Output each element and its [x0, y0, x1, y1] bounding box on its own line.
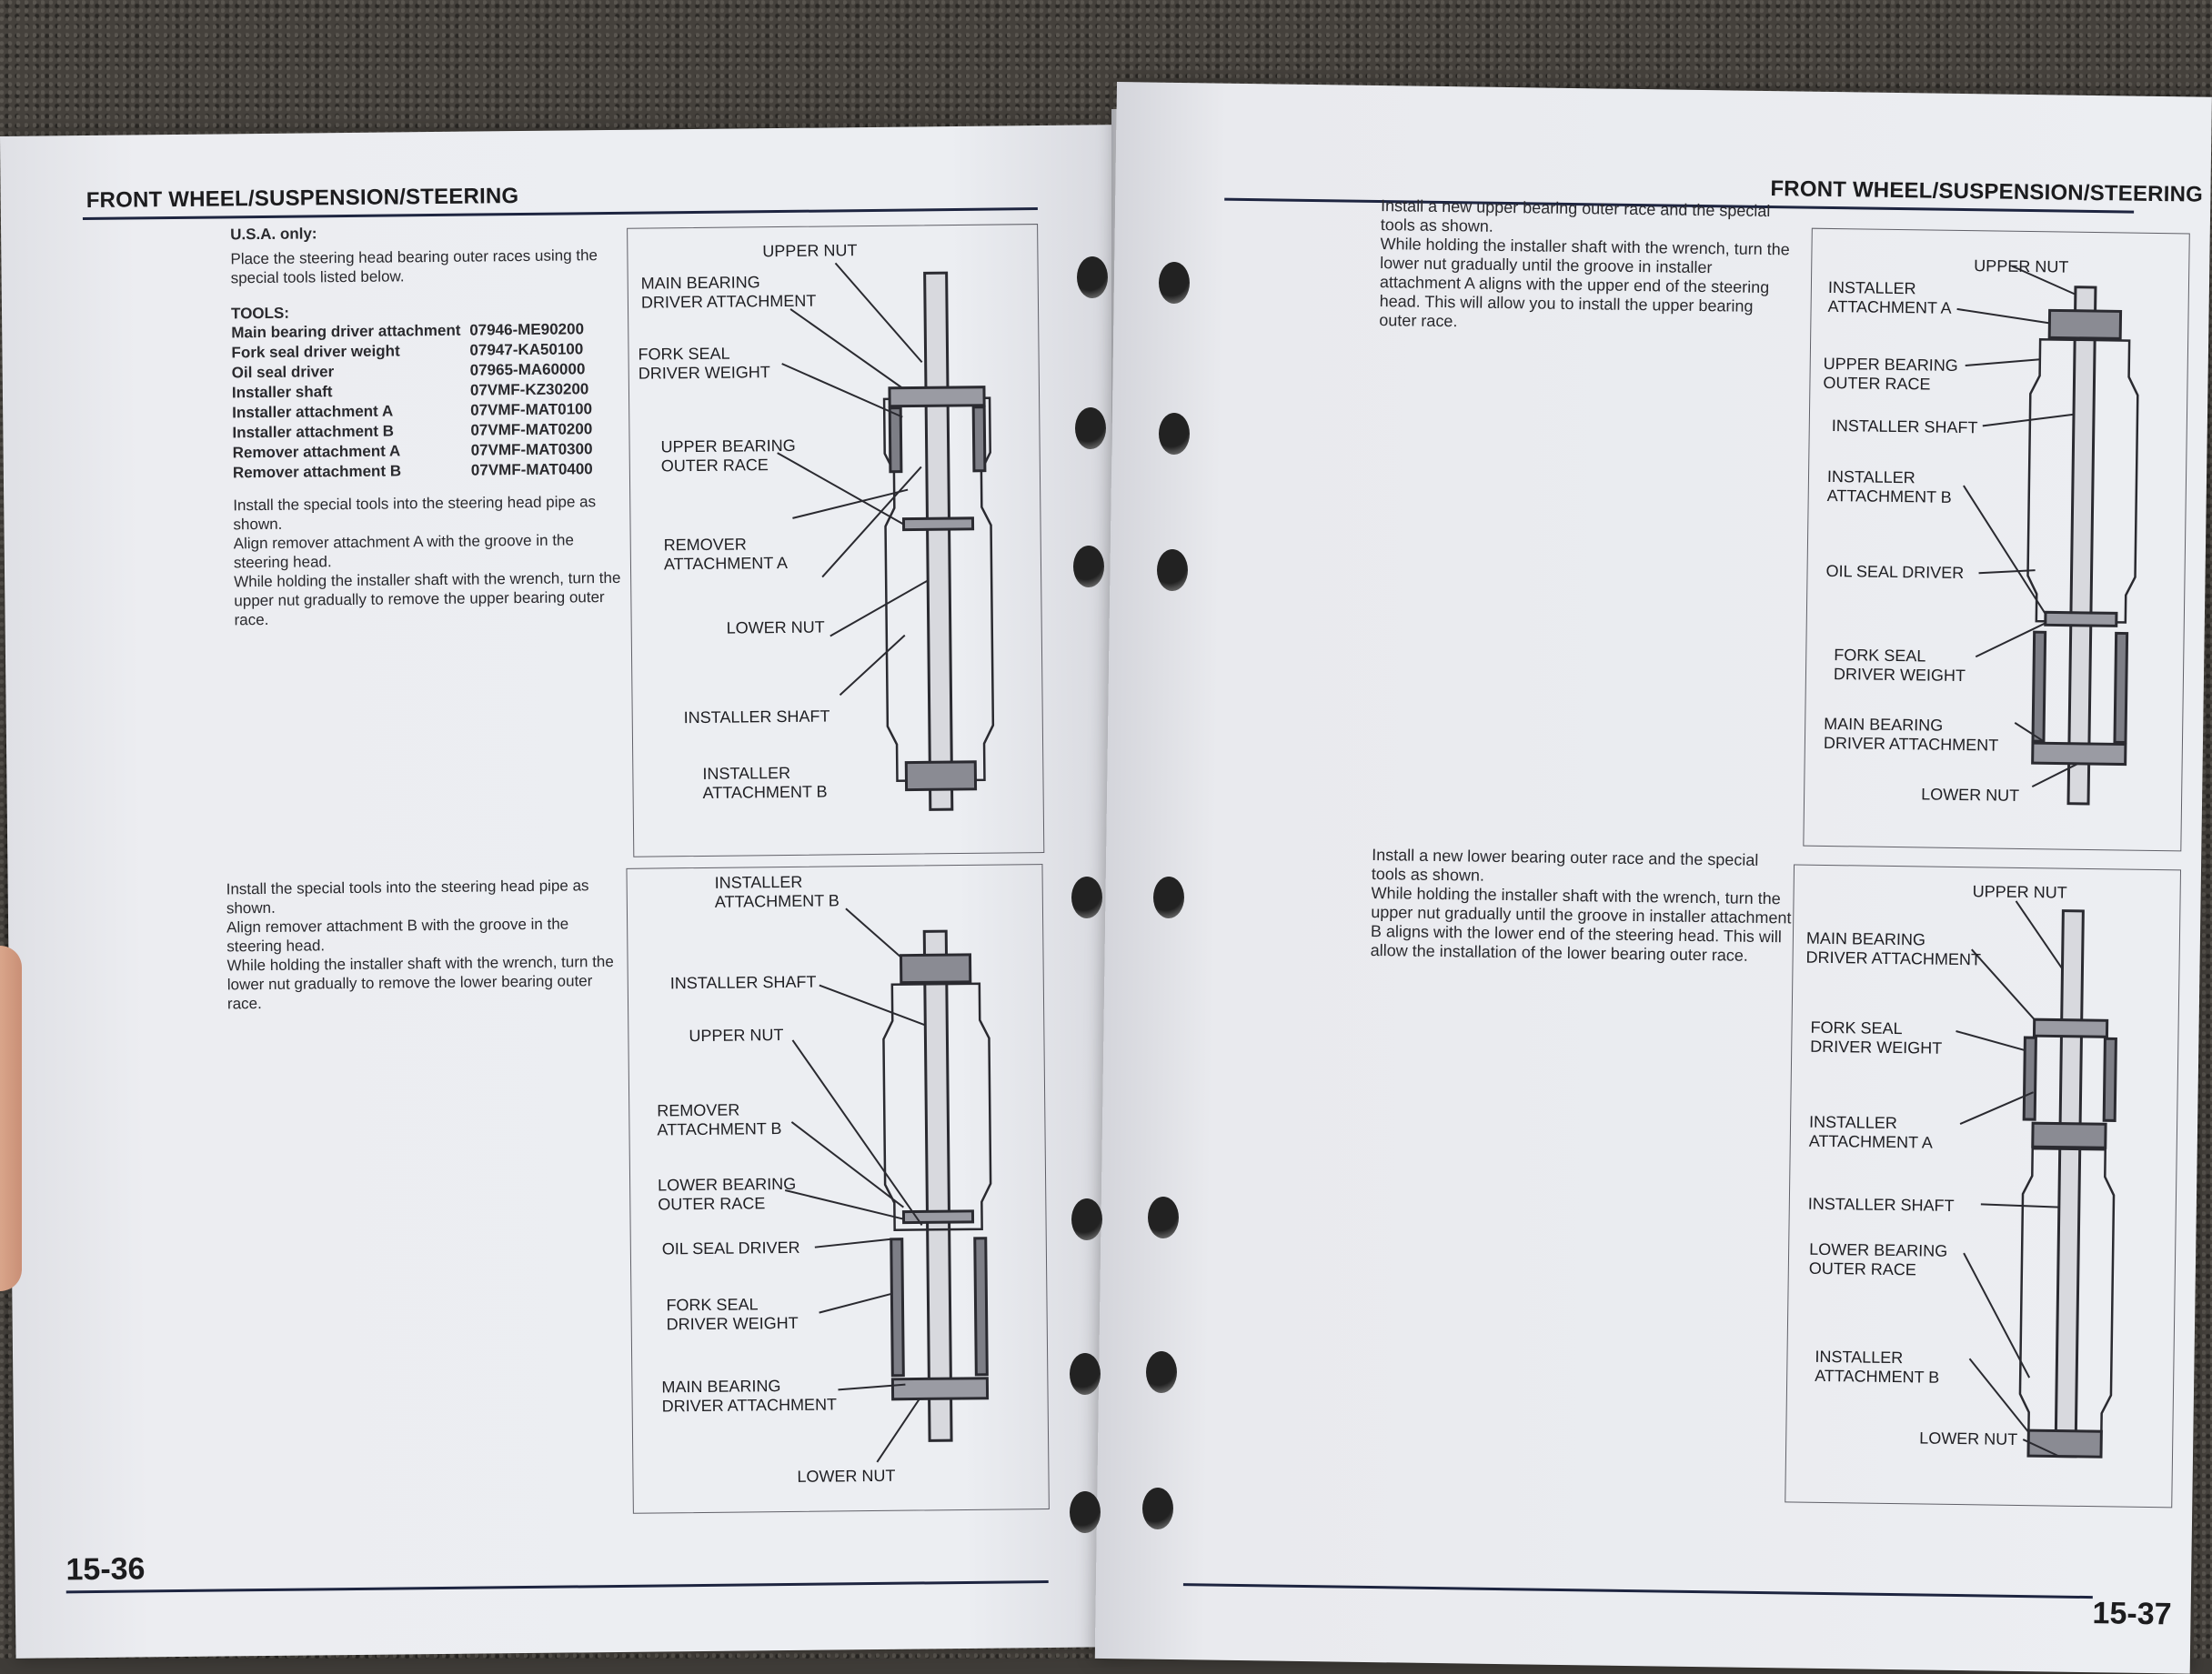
- fig3-upper-race-label: UPPER BEARING OUTER RACE: [1823, 354, 1958, 394]
- tool-row: Oil seal driver 07965-MA60000: [231, 360, 586, 382]
- fig1-fork-seal-label: FORK SEAL DRIVER WEIGHT: [638, 344, 770, 383]
- fig4-fork-seal-label: FORK SEAL DRIVER WEIGHT: [1810, 1017, 1943, 1058]
- fig2-lower-race-label: LOWER BEARING OUTER RACE: [658, 1174, 797, 1214]
- fig2-remover-b-label: REMOVER ATTACHMENT B: [657, 1100, 782, 1139]
- binder-hole: [1148, 1197, 1179, 1238]
- left-header-title: FRONT WHEEL/SUSPENSION/STEERING: [85, 184, 519, 214]
- figure-3-box: [1803, 228, 2189, 852]
- left-page: [0, 125, 1132, 1659]
- fig2-installer-shaft-label: INSTALLER SHAFT: [669, 972, 817, 993]
- figure-3-drawing: [1804, 229, 2188, 851]
- fig1-lower-nut-label: LOWER NUT: [726, 617, 825, 637]
- tool-row: Installer shaft 07VMF-KZ30200: [231, 380, 589, 402]
- binder-hole: [1070, 1491, 1101, 1533]
- binder-hole: [1142, 1488, 1173, 1529]
- fig4-installer-a-label: INSTALLER ATTACHMENT A: [1808, 1112, 1933, 1152]
- binder-hole: [1071, 877, 1102, 918]
- tools-list: [231, 319, 624, 483]
- fig2-lower-nut-label: LOWER NUT: [797, 1466, 896, 1486]
- fig2-upper-nut-label: UPPER NUT: [689, 1026, 784, 1046]
- fig1-installer-b-label: INSTALLER ATTACHMENT B: [702, 763, 828, 802]
- binder-hole: [1073, 546, 1104, 587]
- tool-row: Remover attachment B 07VMF-MAT0400: [232, 460, 593, 482]
- left-footer-rule: [66, 1580, 1049, 1593]
- fig2-oil-seal-label: OIL SEAL DRIVER: [661, 1238, 800, 1258]
- fig4-upper-nut-label: UPPER NUT: [1972, 882, 2067, 902]
- fig1-remover-a-label: REMOVER ATTACHMENT A: [663, 535, 789, 574]
- fig1-upper-nut-label: UPPER NUT: [762, 241, 858, 261]
- tool-row: Remover attachment A 07VMF-MAT0300: [232, 440, 593, 462]
- binder-hole: [1159, 262, 1190, 304]
- left-page-number: 15-36: [65, 1551, 146, 1588]
- binder-hole: [1159, 413, 1190, 455]
- tool-row: Installer attachment B 07VMF-MAT0200: [232, 420, 593, 442]
- binder-hole: [1077, 256, 1108, 298]
- binder-hole: [1075, 407, 1106, 449]
- fig3-lower-nut-label: LOWER NUT: [1921, 785, 2020, 805]
- fig3-installer-b-label: INSTALLER ATTACHMENT B: [1826, 466, 1952, 506]
- step4-text: Install a new lower bearing outer race and the special tools as shown. While holding the installer shaft with the wrench, turn the upper nut gradually until the groove in installer attachment B aligns with the lower end of the steering head. This will allow the installation of the lower bearing outer race.: [1370, 845, 1792, 965]
- fig3-main-bearing-label: MAIN BEARING DRIVER ATTACHMENT: [1823, 714, 1999, 755]
- right-header-title: FRONT WHEEL/SUSPENSION/STEERING: [1770, 176, 2204, 207]
- fig2-main-bearing-label: MAIN BEARING DRIVER ATTACHMENT: [661, 1377, 838, 1416]
- binder-hole: [1071, 1198, 1102, 1240]
- fig3-upper-nut-label: UPPER NUT: [1974, 256, 2069, 276]
- tools-heading: TOOLS:: [230, 304, 290, 323]
- binder-hole: [1070, 1353, 1101, 1395]
- right-page-number: 15-37: [2092, 1596, 2172, 1632]
- fig4-installer-shaft-label: INSTALLER SHAFT: [1807, 1194, 1955, 1215]
- hand-thumb: [0, 946, 22, 1291]
- step1-text: Install the special tools into the steering head pipe as shown. Align remover attachment A with the groove in the steering head. While holding the installer shaft with the wrench, turn the upper nut gradually to remove the upper bearing outer race.: [233, 493, 621, 629]
- figure-2-box: [626, 864, 1049, 1514]
- fig4-lower-nut-label: LOWER NUT: [1919, 1428, 2018, 1448]
- figure-4-box: [1785, 864, 2181, 1508]
- fig3-oil-seal-label: OIL SEAL DRIVER: [1825, 561, 1965, 583]
- fig1-installer-shaft-label: INSTALLER SHAFT: [683, 707, 830, 727]
- tool-row: Installer attachment A 07VMF-MAT0100: [232, 400, 593, 422]
- fig3-installer-a-label: INSTALLER ATTACHMENT A: [1827, 277, 1952, 317]
- fig3-fork-seal-label: FORK SEAL DRIVER WEIGHT: [1833, 646, 1966, 686]
- binder-hole: [1157, 549, 1188, 591]
- tool-row: Main bearing driver attachment 07946-ME90200: [231, 320, 585, 342]
- right-page: [1095, 82, 2212, 1674]
- intro-text: Place the steering head bearing outer races using the special tools listed below.: [230, 246, 598, 287]
- fig1-main-bearing-label: MAIN BEARING DRIVER ATTACHMENT: [640, 273, 817, 312]
- step2-text: Install the special tools into the steering head pipe as shown. Align remover attachment B with the groove in the steering head. While holding the installer shaft with the wrench, turn the lower nut gradually to remove the lower bearing outer race.: [226, 877, 614, 1013]
- fig3-installer-shaft-label: INSTALLER SHAFT: [1831, 416, 1978, 437]
- step3-text: Install a new upper bearing outer race and the special tools as shown. While holding the installer shaft with the wrench, turn the lower nut gradually until the groove in installer attachment A aligns with the upper end of the steering head. This will allow you to install the upper bearing outer race.: [1379, 196, 1790, 331]
- fig4-installer-b-label: INSTALLER ATTACHMENT B: [1815, 1347, 1940, 1387]
- fig4-main-bearing-label: MAIN BEARING DRIVER ATTACHMENT: [1805, 928, 1982, 969]
- binder-hole: [1146, 1351, 1177, 1393]
- left-text-column: [230, 221, 626, 629]
- usa-only-label: U.S.A. only:: [230, 225, 317, 244]
- fig2-installer-b-label: INSTALLER ATTACHMENT B: [714, 872, 840, 911]
- fig1-upper-race-label: UPPER BEARING OUTER RACE: [660, 436, 796, 476]
- tool-row: Fork seal driver weight 07947-KA50100: [231, 340, 584, 362]
- fig4-lower-race-label: LOWER BEARING OUTER RACE: [1808, 1239, 1948, 1279]
- figure-1-box: [627, 224, 1044, 857]
- fig2-fork-seal-label: FORK SEAL DRIVER WEIGHT: [666, 1295, 799, 1334]
- right-footer-rule: [1183, 1583, 2093, 1599]
- binder-hole: [1153, 877, 1184, 918]
